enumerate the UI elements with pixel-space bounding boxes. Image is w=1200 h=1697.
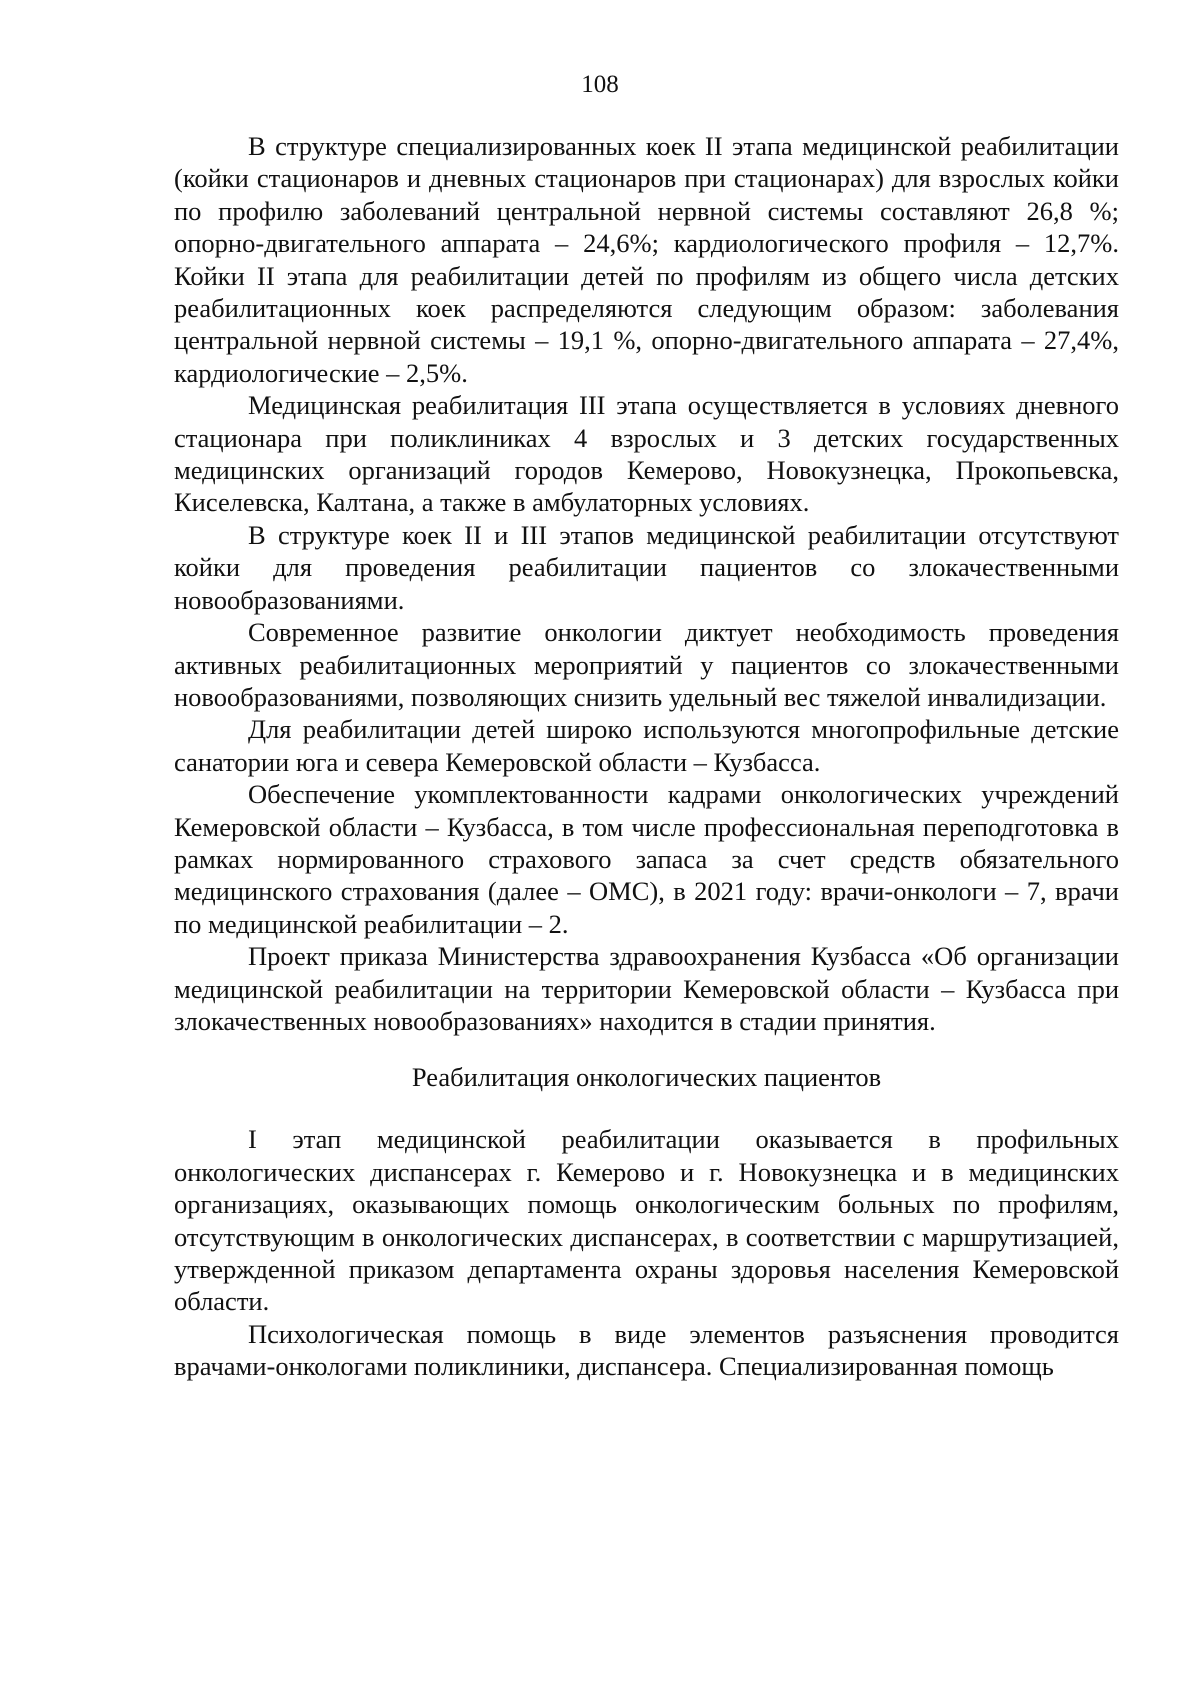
paragraph-oncology-beds-absent: В структуре коек II и III этапов медицинской реабилитации отсутствуют койки для проведения реабилитации пациентов со злокачественными новообразованиями. — [174, 519, 1119, 615]
paragraph-rehab-beds-structure: В структуре специализированных коек II этапа медицинской реабилитации (койки стационаров и дневных стационаров при стационарах) для взрослых койки по профилю заболеваний центральной нервной системы составляют 26,8 %; опорно-двигательного аппарата – 24,6%; кардиологического профиля – 12,7%. Койки II этапа для реабилитации детей по профилям из общего числа детских реабилитационных коек распределяются следующим образом: заболевания центральной нервной системы – 19,1 %, опорно-двигательного аппарата – 27,4%, кардиологические – 2,5%. — [174, 131, 1119, 388]
section-title: Реабилитация онкологических пациентов — [411, 1062, 882, 1093]
paragraph-stage-one: I этап медицинской реабилитации оказывается в профильных онкологических диспансерах г. Кемерово и г. Новокузнецка и в медицинских организациях, оказывающих помощь онкологическим больных по профилям, отсутствующим в онкологических диспансерах, в соответствии с маршрутизацией, утвержденной приказом департамента охраны здоровья населения Кемеровской области. — [174, 1124, 1119, 1317]
paragraph-children-sanatoriums: Для реабилитации детей широко используются многопрофильные детские санатории юга и севера Кемеровской области – Кузбасса. — [174, 714, 1119, 777]
document-body — [174, 130, 1119, 1383]
paragraph-psychological-help: Психологическая помощь в виде элементов разъяснения проводится врачами-онкологами поликлиники, диспансера. Специализированная помощь — [174, 1318, 1119, 1382]
paragraph-rehab-stage-three: Медицинская реабилитация III этапа осуществляется в условиях дневного стационара при поликлиниках 4 взрослых и 3 детских государственных медицинских организаций городов Кемерово, Новокузнецка, Прокопьевска, Киселевска, Калтана, а также в амбулаторных условиях. — [174, 390, 1119, 518]
page-number: 108 — [581, 71, 619, 98]
paragraph-staffing: Обеспечение укомплектованности кадрами онкологических учреждений Кемеровской области – Кузбасса, в том числе профессиональная переподготовка в рамках нормированного страхового запаса за счет средств обязательного медицинского страхования (далее – ОМС), в 2021 году: врачи-онкологи – 7, врачи по медицинской реабилитации – 2. — [174, 779, 1119, 939]
paragraph-draft-order: Проект приказа Министерства здравоохранения Кузбасса «Об организации медицинской реабилитации на территории Кемеровской области – Кузбасса при злокачественных новообразованиях» находится в стадии принятия. — [174, 941, 1119, 1036]
paragraph-oncology-development: Современное развитие онкологии диктует необходимость проведения активных реабилитационных мероприятий у пациентов со злокачественными новообразованиями, позволяющих снизить удельный вес тяжелой инвалидизации. — [174, 617, 1119, 712]
